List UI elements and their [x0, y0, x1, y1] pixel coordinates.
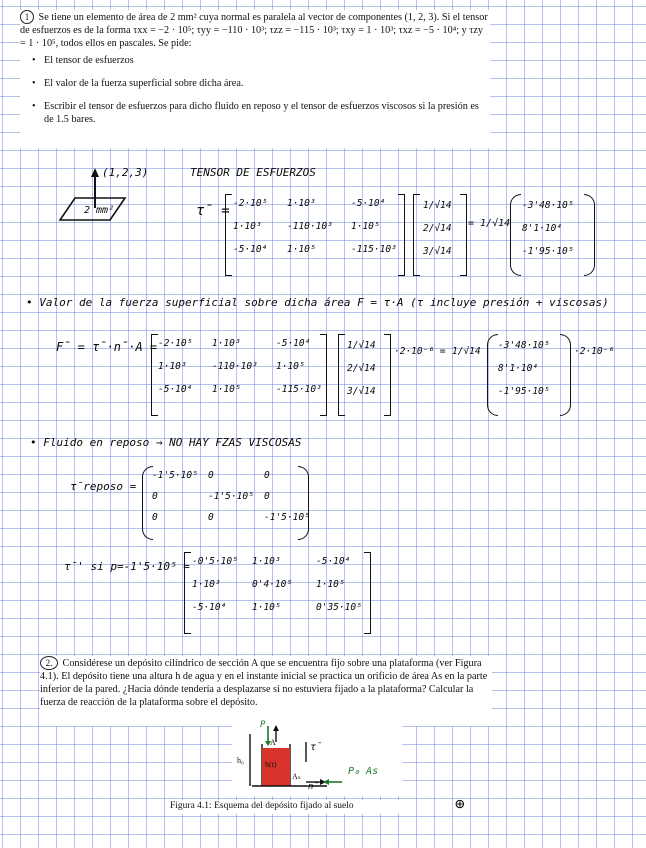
tensor-cell: 1·10⁵ — [276, 361, 305, 372]
tensor-cell: 1·10³ — [233, 221, 262, 232]
tensor-cell: 0 — [152, 512, 158, 523]
vector-cell: 1/√14 — [347, 340, 376, 351]
tensor-cell: 0 — [208, 512, 214, 523]
tensor-cell: 0 — [208, 470, 214, 481]
tensor-cell: 1·10³ — [158, 361, 187, 372]
area-label: 2 mm² — [84, 205, 115, 216]
result-paren — [510, 194, 521, 276]
problem-number: 2. — [40, 656, 58, 670]
tensor-cell: -5·10⁴ — [316, 556, 351, 567]
rest-tensor — [152, 470, 314, 523]
force-result — [498, 340, 549, 397]
tensor-cell: 0'35·10⁵ — [316, 602, 362, 613]
vector-cell: 8'1·10⁴ — [522, 223, 563, 234]
list-item: • El valor de la fuerza superficial sobre dicha área. — [44, 77, 490, 90]
tensor-cell: 1·10⁵ — [316, 579, 345, 590]
vector-bracket — [413, 194, 420, 276]
normal-vector-label: (1,2,3) — [102, 166, 149, 179]
result-paren — [560, 334, 571, 416]
problem-number: 1 — [20, 10, 34, 24]
vector-cell: 3/√14 — [347, 386, 376, 397]
vector-cell: 2/√14 — [423, 223, 452, 234]
tensor-cell: 0 — [264, 470, 270, 481]
force-tensor — [158, 338, 328, 395]
tensor-cell: 1·10³ — [287, 198, 316, 209]
tensor-cell: 0 — [264, 491, 270, 502]
tensor-cell: -1'5·10⁵ — [152, 470, 198, 481]
tensor-cell: -0'5·10⁵ — [192, 556, 238, 567]
tensor-cell: -5·10⁴ — [351, 198, 386, 209]
normal-vector — [347, 340, 376, 397]
tensor-cell: 1·10⁵ — [252, 602, 281, 613]
matrix-bracket — [398, 194, 405, 276]
tau-fig-label: τ̄ — [310, 742, 323, 753]
vector-cell: 1/√14 — [423, 200, 452, 211]
vector-cell: 8'1·10⁴ — [498, 363, 539, 374]
as-label: Aₛ — [292, 772, 301, 781]
tensor-cell: -115·10³ — [351, 244, 397, 255]
tensor-cell: -5·10⁴ — [233, 244, 268, 255]
vector-bracket — [384, 334, 391, 416]
matrix-bracket — [151, 334, 158, 416]
tensor-title: TENSOR DE ESFUERZOS — [190, 166, 316, 179]
tensor-cell: -115·10³ — [276, 384, 322, 395]
rest-heading: • Fluido en reposo → NO HAY FZAS VISCOSAS — [30, 436, 302, 449]
vector-cell: -3'48·10⁵ — [522, 200, 574, 211]
vector-cell: -3'48·10⁵ — [498, 340, 550, 351]
tensor-cell: 1·10³ — [192, 579, 221, 590]
tensor-cell: 1·10⁵ — [212, 384, 241, 395]
matrix-bracket — [364, 552, 371, 634]
matrix-paren — [298, 466, 309, 540]
vector-cell: -1'95·10⁵ — [522, 246, 574, 257]
force-fraction: 1/√14 — [452, 346, 481, 357]
tensor-cell: -1'5·10⁵ — [264, 512, 310, 523]
tensor-cell: -2·10⁵ — [233, 198, 268, 209]
force-heading: • Valor de la fuerza superficial sobre dicha área F = τ·A (τ incluye presión + viscosas) — [26, 296, 609, 309]
matrix-bracket — [320, 334, 327, 416]
force-equation: F̄ = τ̄·n̄·A = — [56, 340, 158, 354]
tensor-cell: -110·10³ — [212, 361, 258, 372]
tensor-cell: 1·10³ — [252, 556, 281, 567]
matrix-bracket — [184, 552, 191, 634]
p-label: P — [260, 720, 266, 730]
tensor-cell: -5·10⁴ — [276, 338, 311, 349]
result-paren — [487, 334, 498, 416]
vector-bracket — [460, 194, 467, 276]
viscous-tensor — [192, 556, 376, 613]
force-tail: ·2·10⁻⁶ — [574, 346, 615, 357]
result-prefix: = 1/√14 — [468, 218, 511, 229]
vector-cell: 3/√14 — [423, 246, 452, 257]
matrix-bracket — [225, 194, 232, 276]
ht-label: h(t) — [265, 760, 277, 769]
tau-label: τ̄ = — [196, 203, 230, 219]
viscous-label: τ̄' si p=-1'5·10⁵ = — [64, 560, 190, 573]
tensor-cell: 0'4·10⁵ — [252, 579, 293, 590]
problem-1-statement — [20, 10, 490, 148]
tensor-cell: 0 — [152, 491, 158, 502]
h0-label: h₀ — [237, 756, 244, 765]
rest-label: τ̄reposo = — [70, 480, 137, 493]
task-list — [20, 54, 490, 126]
problem-text: Considérese un depósito cilíndrico de sección A que se encuentra fijo sobre una plataforma (ver Figura 4.1). El depósito tiene una altura h de agua y en el instante inicial se practica un orificio de área As en la parte inferior de la pared. ¿Hacia dónde tendería a desplazarse si no estuviera fijado a la plataforma? Calcular la fuerza de reacción de la plataforma sobre el depósito. — [40, 658, 488, 708]
vector-bracket — [338, 334, 345, 416]
tensor-cell: -1'5·10⁵ — [208, 491, 254, 502]
tension-result — [522, 200, 573, 257]
a-label: A — [270, 738, 276, 747]
problem-2-statement — [40, 656, 492, 726]
pas-label: P₀ As — [348, 766, 379, 777]
tensor-cell: -110·10³ — [287, 221, 333, 232]
margin-mark: ⊕ — [455, 794, 465, 813]
force-multiplier: ·2·10⁻⁶ = — [394, 346, 446, 357]
result-paren — [584, 194, 595, 276]
tensor-cell: 1·10⁵ — [287, 244, 316, 255]
tensor-cell: -5·10⁴ — [158, 384, 193, 395]
normal-vector — [423, 200, 452, 257]
tank-figure — [232, 720, 402, 796]
tensor-cell: -5·10⁴ — [192, 602, 227, 613]
vector-cell: -1'95·10⁵ — [498, 386, 550, 397]
vector-cell: 2/√14 — [347, 363, 376, 374]
list-item: • El tensor de esfuerzos — [44, 54, 490, 67]
tensor-cell: 1·10⁵ — [351, 221, 380, 232]
problem-text: Se tiene un elemento de área de 2 mm² cuya normal es paralela al vector de componentes (1, 2, 3). Si el tensor de esfuerzos es de la forma τxx = −2 · 10⁵; τyy = −110 · 10³; τzz = −115 · 10³; τxy = 1 · 10³; τxz = −5 · 10⁴; y τzy = 1 · 10⁵, todos ellos en pascales. Se pide: — [20, 12, 488, 49]
stress-tensor — [233, 198, 403, 255]
tensor-cell: 1·10³ — [212, 338, 241, 349]
list-item: • Escribir el tensor de esfuerzos para dicho fluido en reposo y el tensor de esfuerzos viscosos si la presión es de 1.5 bares. — [44, 100, 490, 126]
n-fig-label: n̄ — [308, 782, 319, 792]
tensor-cell: -2·10⁵ — [158, 338, 193, 349]
figure-caption: Figura 4.1: Esquema del depósito fijado al suelo — [170, 800, 410, 814]
